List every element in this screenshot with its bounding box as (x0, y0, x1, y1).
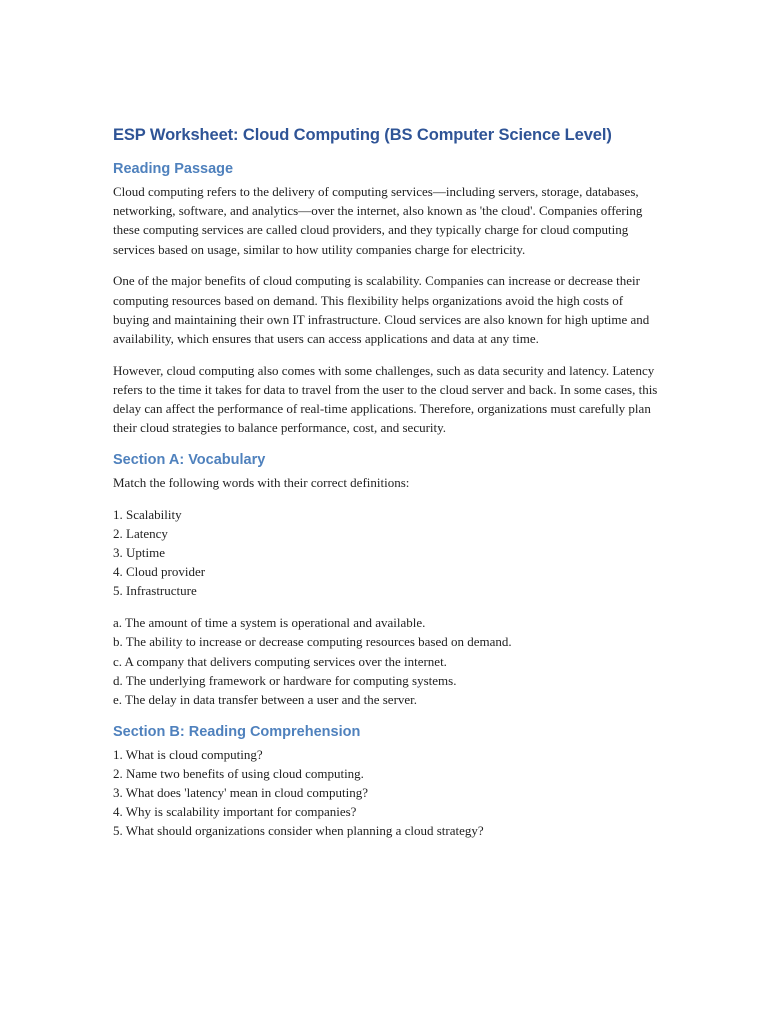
vocabulary-word: 1. Scalability (113, 506, 182, 522)
reading-passage-heading: Reading Passage (113, 161, 234, 177)
reading-paragraph-2: One of the major benefits of cloud computing is scalability. Companies can increase or decrease their computing resources based on demand. This flexibility helps organizations avoid the high costs of buying and maintaining their own IT infrastructure. Cloud services are also known for high uptime and availability, which ensures that users can access applications and data at any time. (113, 273, 650, 346)
comprehension-question: 1. What is cloud computing? (113, 746, 263, 762)
comprehension-question: 2. Name two benefits of using cloud computing. (113, 765, 364, 781)
vocabulary-word: 5. Infrastructure (113, 583, 197, 599)
vocabulary-word: 4. Cloud provider (113, 564, 206, 580)
definition-item: b. The ability to increase or decrease computing resources based on demand. (113, 634, 512, 650)
section-a-instruction: Match the following words with their correct definitions: (113, 474, 410, 490)
comprehension-question-list (113, 745, 658, 841)
comprehension-question: 4. Why is scalability important for companies? (113, 804, 357, 820)
definition-item: d. The underlying framework or hardware for computing systems. (113, 672, 457, 688)
vocabulary-word: 2. Latency (113, 525, 168, 541)
definition-item: e. The delay in data transfer between a user and the server. (113, 691, 418, 707)
definition-item: a. The amount of time a system is operational and available. (113, 615, 426, 631)
vocabulary-word: 3. Uptime (113, 545, 165, 561)
definition-list (113, 613, 658, 709)
reading-paragraph-3: However, cloud computing also comes with some challenges, such as data security and latency. Latency refers to the time it takes for data to travel from the user to the cloud server and back. In some cases, this delay can affect the performance of real-time applications. Therefore, organizations must carefully plan their cloud strategies to balance performance, cost, and security. (113, 362, 658, 436)
section-b-heading: Section B: Reading Comprehension (113, 723, 361, 740)
definition-item: c. A company that delivers computing services over the internet. (113, 653, 447, 669)
comprehension-question: 3. What does 'latency' mean in cloud computing? (113, 785, 368, 801)
section-a-heading: Section A: Vocabulary (113, 451, 266, 468)
document-title: ESP Worksheet: Cloud Computing (BS Computer Science Level) (113, 126, 612, 144)
vocabulary-word-list (113, 505, 658, 601)
comprehension-question: 5. What should organizations consider when planning a cloud strategy? (113, 823, 484, 839)
reading-paragraph-1: Cloud computing refers to the delivery of computing services—including servers, storage, databases, networking, software, and analytics—over the internet, also known as 'the cloud'. Companies offering these computing services are called cloud providers, and they typically charge for cloud computing services based on usage, similar to how utility companies charge for electricity. (113, 184, 643, 257)
worksheet-page (113, 124, 658, 853)
